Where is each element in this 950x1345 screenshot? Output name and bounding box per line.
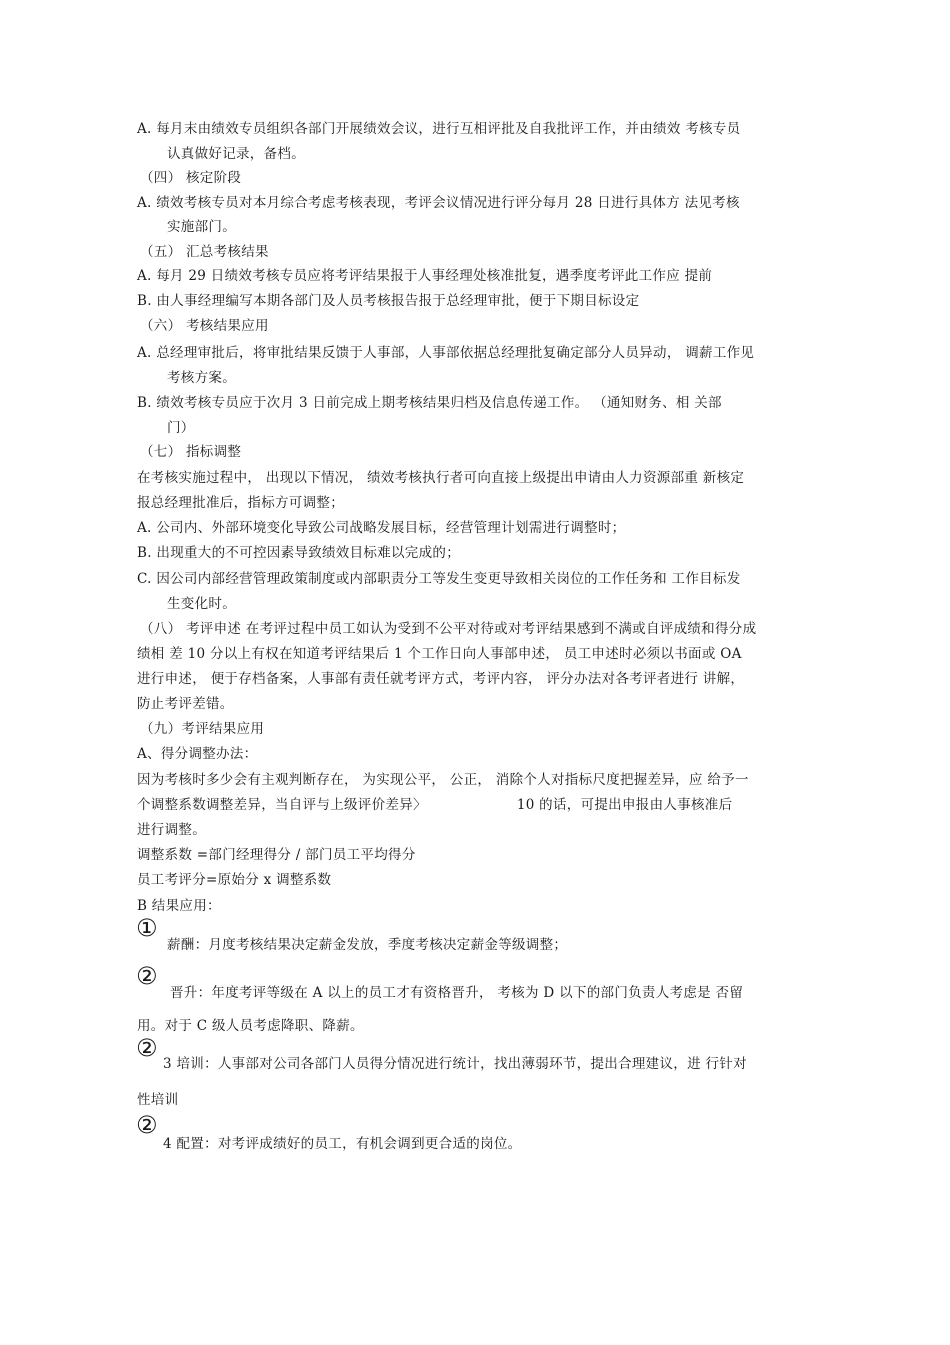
formula-line: 员工考评分=原始分 x 调整系数 (137, 872, 332, 888)
text-line: 报总经理批准后，指标方可调整； (137, 495, 344, 511)
text-line: 4 配置：对考评成绩好的员工，有机会调到更合适的岗位。 (163, 1136, 522, 1152)
text-line: 薪酬：月度考核结果决定薪金发放，季度考核决定薪金等级调整； (167, 937, 568, 953)
text-line: A. 总经理审批后，将审批结果反馈于人事部，人事部依据总经理批复确定部分人员异动， 调薪工作见 (137, 345, 755, 361)
circled-number-marker: ① (136, 914, 158, 942)
section-heading: （七） 指标调整 (140, 444, 242, 460)
section-heading: （四） 核定阶段 (140, 170, 242, 186)
text-line: 认真做好记录，备档。 (167, 146, 305, 162)
text-line: 进行调整。 (137, 822, 206, 838)
text-line: C. 因公司内部经营管理政策制度或内部职责分工等发生变更导致相关岗位的工作任务和 工作目标发 (137, 571, 741, 587)
text-line: B. 由人事经理编写本期各部门及人员考核报告报于总经理审批，便于下期目标设定 (137, 293, 640, 309)
text-line: 进行申述， 便于存档备案，人事部有责任就考评方式，考评内容， 评分办法对各考评者进行 讲解， (137, 671, 745, 687)
text-line: B 结果应用： (137, 898, 221, 914)
text-line (137, 795, 732, 815)
text-line: 实施部门。 (167, 219, 236, 235)
text-line: 考核方案。 (167, 370, 236, 386)
text-line: A. 绩效考核专员对本月综合考虑考核表现，考评会议情况进行评分每月 28 日进行具体方 法见考核 (137, 195, 740, 211)
text-line: 门） (167, 420, 195, 436)
text-line: A. 每月 29 日绩效考核专员应将考评结果报于人事经理处核准批复，遇季度考评此工作应 提前 (137, 268, 713, 284)
text-line: A、得分调整办法： (137, 746, 258, 762)
text-line: 生变化时。 (167, 596, 236, 612)
text-line: 防止考评差错。 (137, 696, 234, 712)
text-line: B. 出现重大的不可控因素导致绩效目标难以完成的； (137, 545, 461, 561)
text-line: B. 绩效考核专员应于次月 3 日前完成上期考核结果归档及信息传递工作。 （通知财务、相 关部 (137, 395, 722, 411)
section-heading: （八） 考评申述 在考评过程中员工如认为受到不公平对待或对考评结果感到不满或自评成绩和得分成 (140, 621, 757, 637)
text-line: 用。对于 C 级人员考虑降职、降薪。 (137, 1018, 364, 1034)
text-line: 因为考核时多少会有主观判断存在， 为实现公平， 公正， 消除个人对指标尺度把握差异，应 给予一 (137, 772, 749, 788)
text-line: 在考核实施过程中， 出现以下情况， 绩效考核执行者可向直接上级提出申请由人力资源部重 新核定 (137, 470, 745, 486)
section-heading: （九）考评结果应用 (140, 721, 265, 737)
text-line: 晋升：年度考评等级在 A 以上的员工才有资格晋升， 考核为 D 以下的部门负责人考虑是 否留 (170, 985, 744, 1001)
text-line: 性培训 (137, 1092, 179, 1108)
text-line: 3 培训：人事部对公司各部门人员得分情况进行统计，找出薄弱环节，提出合理建议，进 行针对 (163, 1056, 747, 1072)
circled-number-marker: ② (136, 1034, 158, 1062)
formula-line: 调整系数 =部门经理得分 / 部门员工平均得分 (137, 847, 416, 863)
text-line: 绩相 差 10 分以上有权在知道考评结果后 1 个工作日向人事部申述， 员工申述时必须以书面或 OA (137, 646, 742, 662)
text-line: A. 每月末由绩效专员组织各部门开展绩效会议，进行互相评批及自我批评工作，并由绩效 考核专员 (137, 121, 741, 137)
text-segment: 10 的话，可提出申报由人事核准后 (516, 797, 733, 813)
circled-number-marker: ② (136, 962, 158, 990)
section-heading: （五） 汇总考核结果 (140, 244, 269, 260)
text-segment: 个调整系数调整差异，当自评与上级评价差异〉 (137, 797, 427, 813)
section-heading: （六） 考核结果应用 (140, 318, 269, 334)
circled-number-marker: ② (136, 1111, 158, 1139)
text-line: A. 公司内、外部环境变化导致公司战略发展目标，经营管理计划需进行调整时； (137, 520, 626, 536)
